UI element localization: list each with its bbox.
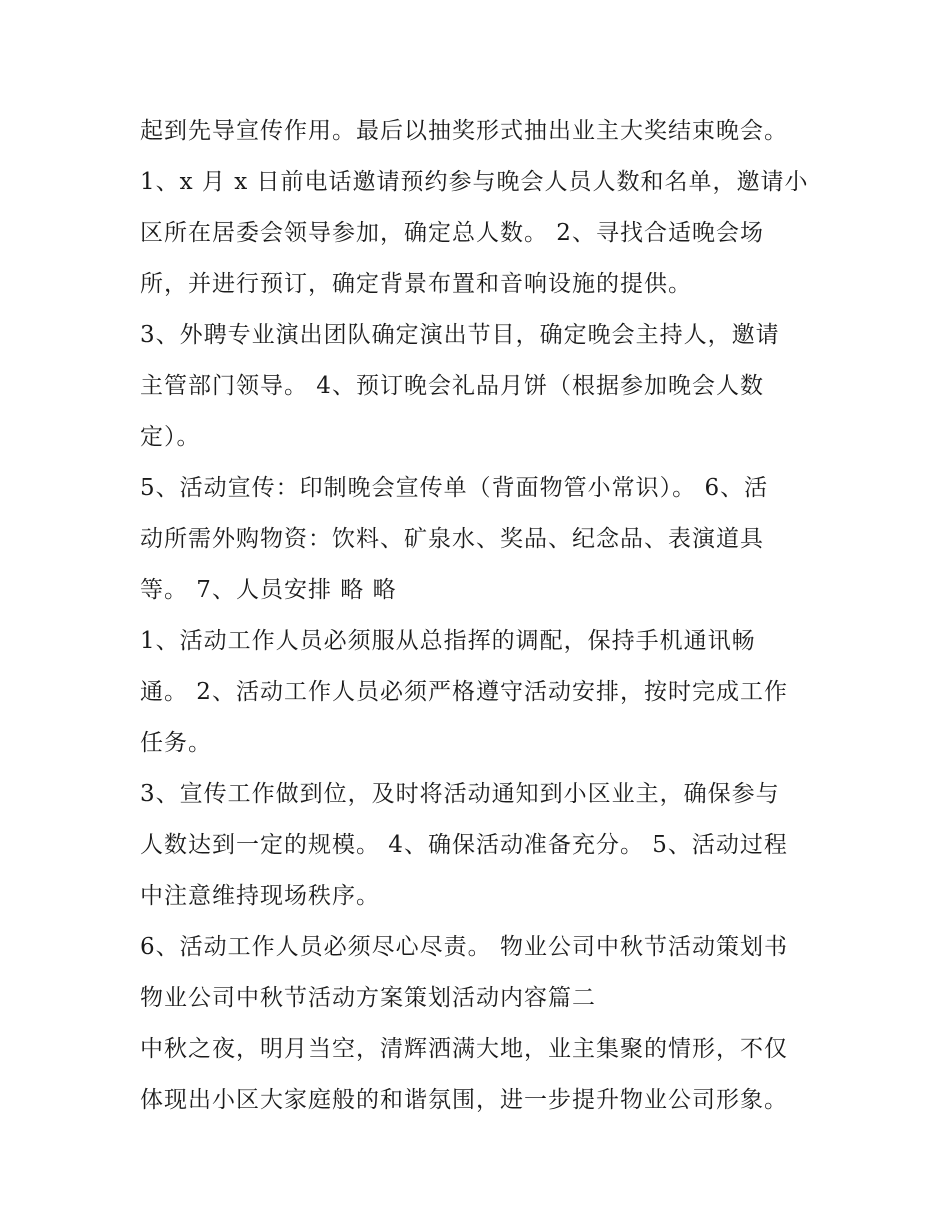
text-line: 6、活动工作人员必须尽心尽责。 物业公司中秋节活动策划书 [140, 934, 788, 960]
text-line: 任务。 [140, 730, 212, 756]
text-line: 定）。 [140, 424, 201, 450]
text-line: 通。 2、活动工作人员必须严格遵守活动安排，按时完成工作 [140, 679, 788, 705]
text-line: 主管部门领导。 4、预订晚会礼品月饼（根据参加晚会人数 [140, 373, 764, 399]
document-body [140, 106, 840, 1126]
text-line: 1、活动工作人员必须服从总指挥的调配，保持手机通讯畅 [140, 628, 756, 654]
text-line: 中注意维持现场秩序。 [140, 883, 380, 909]
text-line: 区所在居委会领导参加，确定总人数。 2、寻找合适晚会场 [140, 220, 764, 246]
text-line: 1、x 月 x 日前电话邀请预约参与晚会人员人数和名单，邀请小 [140, 169, 809, 195]
text-line: 3、外聘专业演出团队确定演出节目，确定晚会主持人，邀请 [140, 322, 780, 348]
text-line: 动所需外购物资：饮料、矿泉水、奖品、纪念品、表演道具 [140, 526, 764, 552]
text-line: 所，并进行预订，确定背景布置和音响设施的提供。 [140, 271, 692, 297]
text-line: 等。 7、人员安排 略 略 [140, 577, 397, 603]
text-line: 体现出小区大家庭般的和谐氛围，进一步提升物业公司形象。 [140, 1087, 788, 1113]
text-line: 中秋之夜，明月当空，清辉洒满大地，业主集聚的情形，不仅 [140, 1036, 788, 1062]
text-line: 3、宣传工作做到位，及时将活动通知到小区业主，确保参与 [140, 781, 780, 807]
text-line: 物业公司中秋节活动方案策划活动内容篇二 [140, 985, 596, 1011]
text-line: 5、活动宣传：印制晚会宣传单（背面物管小常识）。 6、活 [140, 475, 769, 501]
text-line: 起到先导宣传作用。最后以抽奖形式抽出业主大奖结束晚会。 [140, 118, 788, 144]
text-line: 人数达到一定的规模。 4、确保活动准备充分。 5、活动过程 [140, 832, 788, 858]
